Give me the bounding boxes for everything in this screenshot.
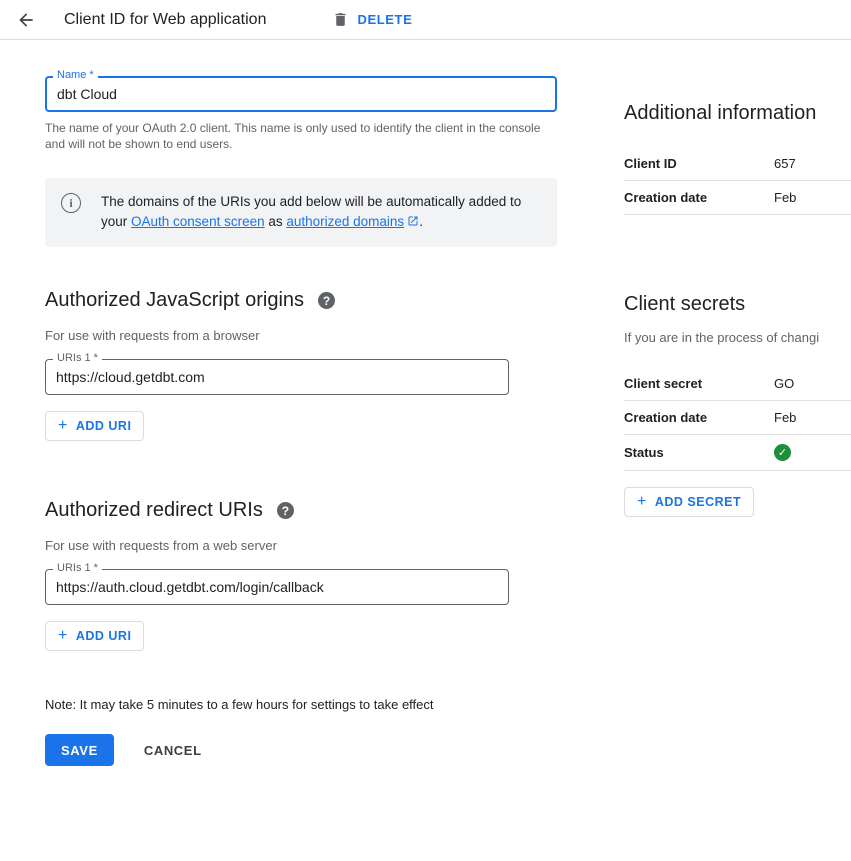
secret-creation-date-value: Feb: [774, 410, 797, 425]
info-text-before: The domains of the URIs you add below will be automatically added to your: [101, 194, 522, 229]
authorized-domains-link[interactable]: authorized domains: [286, 214, 405, 229]
table-row: [624, 401, 851, 435]
creation-date-key: Creation date: [624, 190, 708, 205]
back-button[interactable]: [14, 8, 38, 32]
plus-icon: +: [58, 627, 68, 644]
form-actions: [45, 734, 600, 790]
external-link-icon: [407, 213, 419, 233]
settings-note: Note: It may take 5 minutes to a few hours for settings to take effect: [45, 697, 434, 712]
delete-button[interactable]: [332, 11, 412, 28]
domains-info-text: [101, 192, 541, 233]
page-header: [0, 0, 851, 40]
name-field[interactable]: [45, 69, 557, 112]
help-icon[interactable]: ?: [277, 502, 294, 519]
add-secret-label: ADD SECRET: [654, 495, 742, 509]
js-origin-uri-field[interactable]: [45, 352, 509, 395]
table-row: [624, 367, 851, 401]
main-form-column: [0, 60, 600, 790]
redirect-uri-input[interactable]: [54, 578, 500, 596]
js-origin-uri-label: URIs 1 *: [53, 352, 102, 364]
js-origin-uri-input[interactable]: [54, 368, 500, 386]
cancel-button[interactable]: CANCEL: [136, 743, 210, 758]
js-origins-header: [45, 289, 600, 312]
info-text-middle: as: [264, 214, 287, 229]
additional-information-table: [624, 147, 851, 215]
page-title: Client ID for Web application: [64, 10, 267, 28]
domains-info-box: [45, 178, 557, 247]
creation-date-value: Feb: [774, 190, 797, 205]
add-secret-button[interactable]: [624, 487, 754, 517]
name-input[interactable]: [55, 85, 547, 103]
name-field-label: Name *: [53, 69, 98, 81]
redirect-uris-add-uri-button[interactable]: [45, 621, 144, 651]
client-secrets-table: [624, 367, 851, 471]
redirect-uris-section: [45, 499, 600, 651]
js-origins-add-uri-label: ADD URI: [75, 419, 132, 433]
client-id-key: Client ID: [624, 156, 677, 171]
check-circle-icon: ✓: [774, 444, 791, 461]
js-origins-title: Authorized JavaScript origins: [45, 289, 305, 311]
js-origins-section: [45, 289, 600, 441]
status-badge: [774, 435, 851, 471]
table-row: [624, 181, 851, 215]
secret-creation-date-key: Creation date: [624, 410, 708, 425]
page-body: [0, 40, 851, 790]
js-origins-add-uri-button[interactable]: [45, 411, 144, 441]
info-text-after: .: [419, 214, 423, 229]
info-icon: i: [61, 193, 81, 213]
plus-icon: +: [637, 493, 647, 510]
delete-button-label: DELETE: [357, 12, 413, 27]
table-row: [624, 435, 851, 471]
redirect-uris-add-uri-label: ADD URI: [75, 629, 132, 643]
client-secret-key: Client secret: [624, 376, 703, 391]
redirect-uris-subtitle: For use with requests from a web server: [45, 538, 277, 553]
arrow-left-icon: [16, 10, 36, 30]
client-secrets-subtitle: If you are in the process of changi: [624, 330, 820, 345]
redirect-uri-label: URIs 1 *: [53, 562, 102, 574]
client-secret-value: GO: [774, 376, 795, 391]
table-row: [624, 147, 851, 181]
status-key: Status: [624, 445, 664, 460]
help-icon[interactable]: ?: [318, 292, 335, 309]
plus-icon: +: [58, 417, 68, 434]
client-secrets-title: Client secrets: [624, 293, 746, 315]
save-button[interactable]: SAVE: [45, 734, 114, 766]
oauth-consent-screen-link[interactable]: OAuth consent screen: [131, 214, 265, 229]
redirect-uri-field[interactable]: [45, 562, 509, 605]
name-field-helper: The name of your OAuth 2.0 client. This name is only used to identify the client in the console and will not be shown to end users.: [45, 121, 541, 151]
additional-information-title: Additional information: [624, 102, 817, 124]
redirect-uris-header: [45, 499, 600, 522]
redirect-uris-title: Authorized redirect URIs: [45, 499, 263, 521]
additional-information-column: [600, 60, 851, 790]
js-origins-subtitle: For use with requests from a browser: [45, 328, 260, 343]
client-id-value: 657: [774, 156, 796, 171]
trash-icon: [332, 11, 349, 28]
